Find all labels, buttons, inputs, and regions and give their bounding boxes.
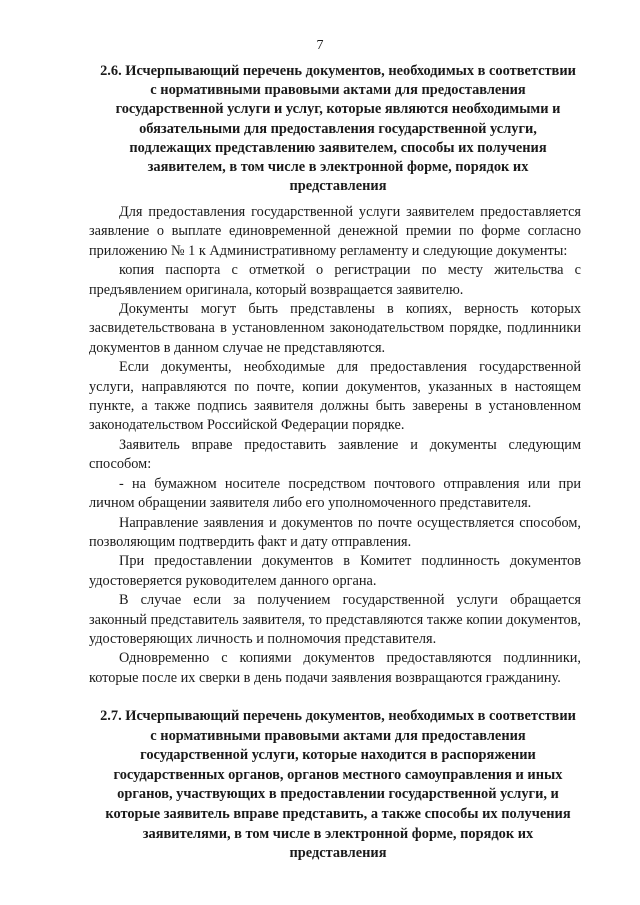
paragraph: Документы могут быть представлены в копиях, верность которых засвидетельствована в установленном законодательством порядке, подлинники документов в данном случае не представляются. — [89, 301, 581, 356]
section-2-6-heading: 2.6. Исчерпывающий перечень документов, необходимых в соответствии с нормативными правовыми актами для предоставления государственной услуги и услуг, которые являются необходимыми и обязательными для предоставления государственной услуги, подлежащих представлению заявителем, способы их получения заявителем, в том числе в электронной форме, порядок их представления — [100, 63, 576, 195]
paragraph: В случае если за получением государственной услуги обращается законный представитель заявителя, то представляются также копии документов, удостоверяющих личность и полномочия представителя. — [89, 592, 581, 647]
paragraph: Одновременно с копиями документов предоставляются подлинники, которые после их сверки в день подачи заявления возвращаются гражданину. — [89, 650, 581, 686]
paragraph: Направление заявления и документов по почте осуществляется способом, позволяющим подтвердить факт и дату отправления. — [89, 514, 581, 550]
paragraph: Для предоставления государственной услуги заявителем предоставляется заявление о выплате единовременной денежной премии по форме согласно приложению № 1 к Административному регламенту и следующие документы: — [89, 204, 581, 259]
paragraph: При предоставлении документов в Комитет подлинность документов удостоверяется руководителем данного органа. — [89, 553, 581, 589]
section-2-6-body — [89, 203, 581, 688]
section-2-7-heading: 2.7. Исчерпывающий перечень документов, необходимых в соответствии с нормативными правовыми актами для предоставления государственной услуги, которые находится в распоряжении государственных органов, органов местного самоуправления и иных органов, участвующих в предоставлении государственной услуги, и которые заявитель вправе представить, а также способы их получения заявителями, в том числе в электронной форме, порядок их представления — [100, 708, 576, 862]
page-number: 7 — [316, 38, 324, 53]
paragraph: Если документы, необходимые для предоставления государственной услуги, направляются по почте, копии документов, указанных в настоящем пункте, а также подпись заявителя должны быть заверены в установленном законодательством Российской Федерации порядке. — [89, 359, 581, 434]
list-item: - на бумажном носителе посредством почтового отправления или при личном обращении заявителя либо его уполномоченного представителя. — [89, 475, 581, 512]
paragraph: Заявитель вправе предоставить заявление и документы следующим способом: — [89, 436, 581, 473]
paragraph: копия паспорта с отметкой о регистрации по месту жительства с предъявлением оригинала, который возвращается заявителю. — [89, 262, 581, 298]
